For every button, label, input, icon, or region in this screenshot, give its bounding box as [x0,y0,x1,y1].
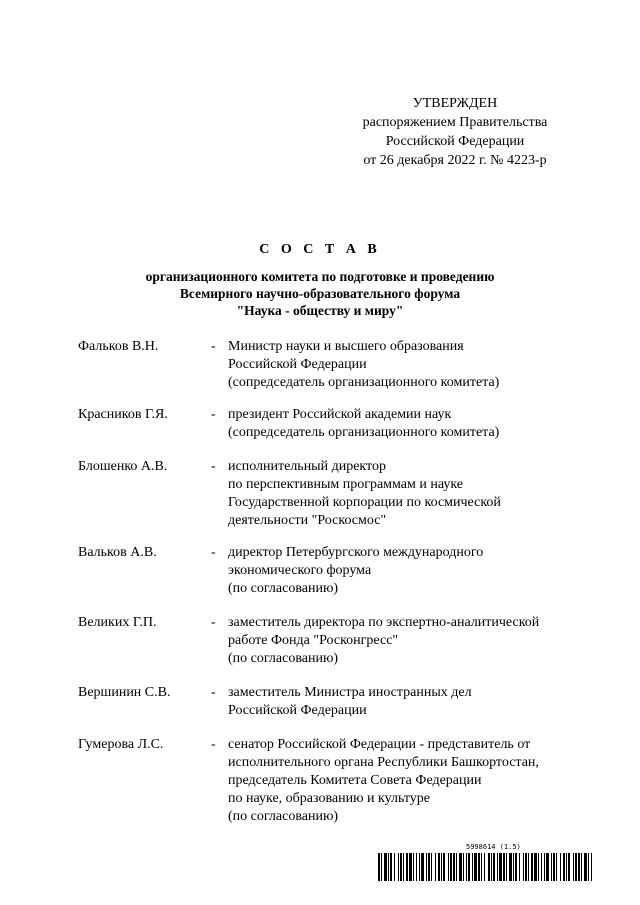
position-line: (сопредседатель организационного комитета) [228,375,500,390]
barcode-bar [403,853,404,881]
subtitle-line: организационного комитета по подготовке и проведению [145,269,495,284]
barcode-bar [581,853,582,881]
position-line: (по согласованию) [228,809,339,824]
member-name: Вальков А.В. [78,545,157,560]
barcode-bar [560,853,561,881]
barcode-bar [438,853,440,881]
member-position [228,544,598,598]
barcode-bar [394,853,395,881]
member-dash: - [211,339,216,354]
barcode-bar [513,853,514,881]
barcode-bar [400,853,402,881]
member-name: Блошенко А.В. [78,459,168,474]
member-position [228,736,598,826]
member-position [228,338,598,392]
barcode-bar [419,853,420,881]
barcode-bar [546,853,549,881]
barcode-bar [491,853,492,881]
barcode-label: 5998614 (1.5) [466,843,521,851]
barcode-bar [503,853,505,881]
barcode-bar [472,853,473,881]
barcode-bar [378,853,380,881]
barcode-bar [544,853,545,881]
barcode-bar [450,853,452,881]
position-line: президент Российской академии наук [228,407,452,422]
position-line: заместитель Министра иностранных дел [228,685,472,700]
barcode-bar [584,853,587,881]
barcode-bar [431,853,432,881]
member-name: Фальков В.Н. [78,339,159,354]
barcode-bar [388,853,389,881]
barcode-bar [459,853,462,881]
position-line: директор Петербургского международного [228,545,484,560]
position-line: (по согласованию) [228,651,339,666]
barcode-bar [390,853,392,881]
barcode-bar [563,853,565,881]
approval-date: от 26 декабря 2022 г. № 4223-р [363,153,547,168]
barcode-bar [384,853,387,881]
barcode-bar [506,853,507,881]
approval-line: распоряжением Правительства [362,115,548,130]
member-position [228,458,598,530]
barcode-bar [453,853,455,881]
barcode-bar [481,853,482,881]
member-dash: - [211,737,216,752]
member-dash: - [211,685,216,700]
subtitle-line: Всемирного научно-образовательного форума [179,286,461,301]
position-line: Министр науки и высшего образования [228,339,464,354]
barcode-bar [578,853,580,881]
barcode-bar [441,853,442,881]
position-line: работе Фонда "Росконгресс" [228,633,399,648]
barcode-bar [421,853,424,881]
barcode-image [378,853,593,881]
barcode-bar [484,853,485,881]
member-position [228,614,598,668]
barcode-bar [551,853,552,881]
position-line: деятельности "Роскосмос" [228,513,387,528]
barcode-bar [409,853,412,881]
barcode-bar [556,853,557,881]
approval-title: УТВЕРЖДЕН [412,96,498,111]
barcode-bar [531,853,533,881]
barcode-bar [435,853,436,881]
subtitle-line: "Наука - обществу и миру" [236,303,404,318]
position-line: исполнительный директор [228,459,386,474]
barcode-bar [428,853,430,881]
member-name: Красников Г.Я. [78,407,168,422]
member-dash: - [211,407,216,422]
position-line: заместитель директора по экспертно-аналитической [228,615,540,630]
barcode-bar [466,853,467,881]
barcode-bar [381,853,382,881]
barcode-bar [406,853,408,881]
barcode-bar [591,853,592,881]
barcode-block [378,843,593,883]
document-subtitle [40,268,600,319]
barcode-bar [509,853,512,881]
barcode-bar [443,853,445,881]
barcode-bar [413,853,414,881]
barcode-bar [497,853,498,881]
position-line: по перспективным программам и науке [228,477,464,492]
barcode-bar [515,853,517,881]
barcode-bar [463,853,464,881]
barcode-bar [478,853,480,881]
position-line: (сопредседатель организационного комитета) [228,425,500,440]
barcode-bar [525,853,527,881]
position-line: председатель Комитета Совета Федерации [228,773,482,788]
document-title: С О С Т А В [259,242,381,257]
position-line: по науке, образованию и культуре [228,791,430,806]
approval-line: Российской Федерации [385,134,525,149]
approval-block [330,94,580,170]
barcode-bar [588,853,589,881]
barcode-bar [499,853,502,881]
barcode-bar [566,853,567,881]
barcode-bar [534,853,537,881]
member-dash: - [211,615,216,630]
barcode-bar [456,853,457,881]
position-line: Государственной корпорации по космической [228,495,501,510]
member-dash: - [211,459,216,474]
member-name: Вершинин С.В. [78,685,171,700]
barcode-bar [573,853,574,881]
barcode-bar [519,853,520,881]
member-name: Гумерова Л.С. [78,737,164,752]
barcode-bar [568,853,570,881]
position-line: экономического форума [228,563,372,578]
position-line: Российской Федерации [228,703,367,718]
position-line: исполнительного органа Республики Башкортостан, [228,755,539,770]
barcode-bar [523,853,524,881]
position-line: Российской Федерации [228,357,367,372]
member-position [228,684,598,720]
barcode-bar [493,853,495,881]
barcode-bar [541,853,542,881]
barcode-bar [448,853,449,881]
barcode-bar [426,853,427,881]
barcode-bar [416,853,417,881]
barcode-bar [468,853,470,881]
barcode-bar [553,853,555,881]
member-name: Великих Г.П. [78,615,157,630]
barcode-bar [474,853,477,881]
barcode-bar [488,853,490,881]
member-dash: - [211,545,216,560]
barcode-bar [398,853,399,881]
barcode-bar [538,853,539,881]
member-position [228,406,598,442]
barcode-bar [575,853,577,881]
position-line: (по согласованию) [228,581,339,596]
position-line: сенатор Российской Федерации - представитель от [228,737,531,752]
barcode-bar [528,853,529,881]
